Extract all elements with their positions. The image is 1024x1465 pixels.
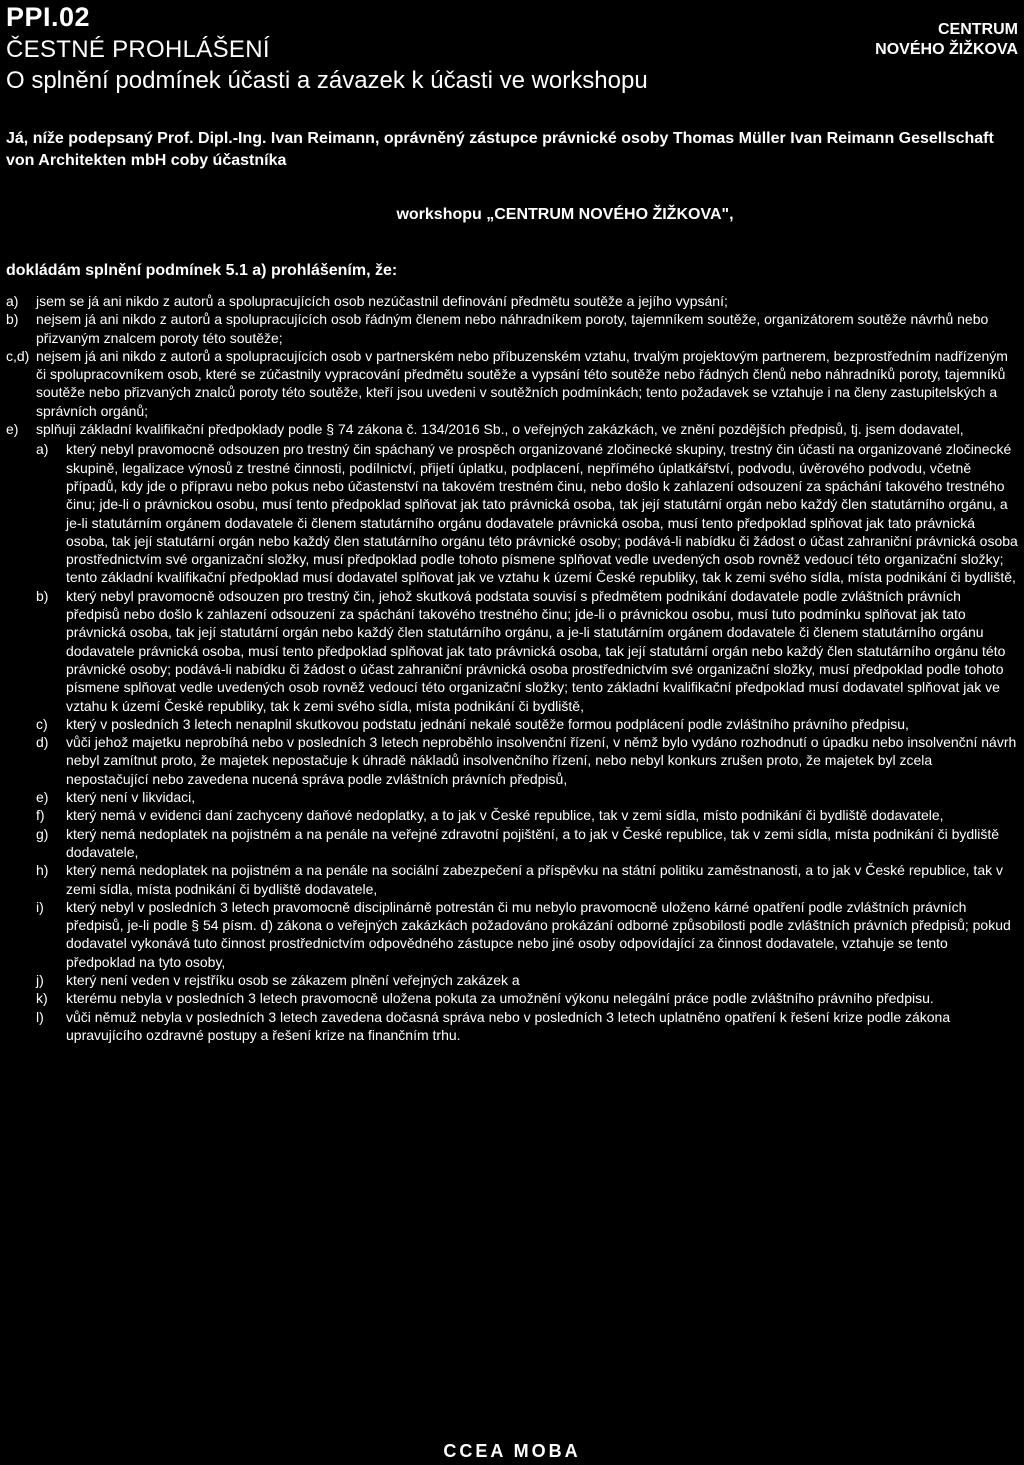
sublist-item [36,861,1018,898]
list-marker: b) [6,311,19,328]
document-title: ČESTNÉ PROHLÁŠENÍ [6,36,270,63]
sublist-item [36,1008,1018,1045]
list-text: nejsem já ani nikdo z autorů a spolupracujících osob řádným členem nebo náhradníkem poroty, tajemníkem soutěže, organizátorem soutěže návrhů nebo přizvaným znalcem poroty této soutěže; [36,311,989,346]
sublist-marker: b) [36,587,49,604]
sublist-text: který není v likvidaci, [66,789,196,806]
sublist-marker: a) [36,441,49,458]
sublist-text: vůči jehož majetku neprobíhá nebo v posledních 3 letech neproběhlo insolvenční řízení, v němž bylo vydáno rozhodnutí o úpadku nebo insolvenční návrh nebyl zamítnut proto, že majetek nepostačuje k úhradě nákladů insolvenčního řízení, nebo nebyl konkurs zrušen proto, že majetek byl zcela nepostačující nebo zavedena nucená správa podle zvláštních právních předpisů, [66,734,1017,787]
sublist-item [36,440,1018,586]
logo-line-2: NOVÉHO ŽIŽKOVA [875,41,1018,58]
document-code: PPI.02 [6,2,91,32]
sublist-text: který nemá nedoplatek na pojistném a na penále na sociální zabezpečení a příspěvku na státní politiku zaměstnanosti, a to jak v České republice, tak v zemi sídla, místa podnikání či bydliště dodavatele, [66,862,1003,897]
sublist-text: který není veden v rejstříku osob se zákazem plnění veřejných zakázek a [66,971,520,988]
sublist-item [36,587,1018,715]
sublist-text: který nemá nedoplatek na pojistném a na penále na veřejné zdravotní pojištění, a to jak v České republice, tak v zemi sídla, místa podnikání či bydliště dodavatele, [66,825,1000,860]
sublist-item [36,806,1018,824]
list-marker: e) [6,421,19,438]
sublist-item [36,971,1018,989]
list-text: splňuji základní kvalifikační předpoklady podle § 74 zákona č. 134/2016 Sb., o veřejných zakázkách, ve znění pozdějších předpisů, tj. jsem dodavatel, [36,421,964,438]
list-item [6,420,1018,438]
sublist-marker: i) [36,898,44,915]
declaration-list [6,292,1018,1044]
sublist-text: který nemá v evidenci daní zachyceny daňové nedoplatky, a to jak v České republice, tak v zemi sídla, místo podnikání či bydliště dodavatele, [66,807,944,824]
sublist-text: kterému nebyla v posledních 3 letech pravomocně uložena pokuta za umožnění výkonu nelegální práce podle zvláštního právního předpisu. [66,990,934,1007]
sublist-marker: l) [36,1008,44,1025]
list-marker: a) [6,293,19,309]
list-item [6,347,1018,420]
sublist-marker: d) [36,734,49,751]
sublist-marker: c) [36,715,48,732]
lead-statement: dokládám splnění podmínek 5.1 a) prohlášením, že: [6,262,398,279]
sublist-text: který nebyl pravomocně odsouzen pro trestný čin spáchaný ve prospěch organizované zločinecké skupiny, trestný čin účasti na organizované zločinecké skupině, legalizace výnosů z trestné činnosti, podílnictví, přijetí úplatku, podplacení, nepřímého úplatkářství, podvodu, úvěrového podvodu, včetně případů, kdy jde o přípravu nebo pokus nebo účastenství na takovém trestném činu, nebo došlo k zahlazení odsouzení za spáchání takového trestného činu; jde-li o právnickou osobu, musí tento předpoklad splňovat jak tato právnická osoba, tak její statutární orgán nebo každý člen statutárního orgánu, a je-li statutárním orgánem dodavatele či členem statutárního orgánu dodavatele právnická osoba, musí tento předpoklad splňovat jak tato právnická osoba, tak její statutární orgán nebo každý člen statutárního orgánu této právnické osoby; podává-li nabídku či žádost o účast zahraniční právnická osoba prostřednictvím své organizační složky, musí předpoklad podle tohoto písmene splňovat vedle uvedených osob rovněž vedoucí této organizační složky; tento základní kvalifikační předpoklad musí dodavatel splňovat jak ve vztahu k území České republiky, tak k zemi svého sídla, místa podnikání či bydliště, [66,441,1018,586]
sublist-item [36,825,1018,862]
sublist-item [36,898,1018,971]
sublist-marker: k) [36,990,48,1007]
sublist-marker: e) [36,789,49,806]
sublist-item [36,715,1018,733]
sublist-marker: h) [36,862,49,879]
sublist-text: který v posledních 3 letech nenaplnil skutkovou podstatu jednání nekalé soutěže formou podplácení podle zvláštního právního předpisu, [66,715,909,732]
sublist-item [36,989,1018,1007]
sublist-text: který nebyl v posledních 3 letech pravomocně disciplinárně potrestán či mu nebylo pravomocně uloženo kárné opatření podle zvláštních právních předpisů, je-li podle § 54 písm. d) zákona o veřejných zakázkách požadováno prokázání odborné způsobilosti podle zvláštních právních předpisů; pokud dodavatel vykonává tuto činnost prostřednictvím odpovědného zástupce nebo jiné osoby odpovídající za činnost dodavatele, vztahuje se tento předpoklad na tyto osoby, [66,898,1011,970]
logo-line-1: CENTRUM [938,21,1018,38]
sublist-text: vůči němuž nebyla v posledních 3 letech zavedena dočasná správa nebo v posledních 3 letech uplatněno opatření k řešení krize podle zákona upravujícího ozdravné postupy a řešení krize na finančním trhu. [66,1008,951,1043]
sublist-marker: j) [36,971,44,988]
sublist-text: který nebyl pravomocně odsouzen pro trestný čin, jehož skutková podstata souvisí s předmětem podnikání dodavatele podle zvláštních právních předpisů nebo došlo k zahlazení odsouzení za spáchání takového trestného činu; jde-li o právnickou osobu, musí tuto podmínku splňovat jak tato právnická osoba, tak její statutární orgán nebo každý člen statutárního orgánu, a je-li statutárním orgánem dodavatele či členem statutárního orgánu dodavatele právnická osoba, musí tento předpoklad splňovat jak tato právnická osoba, tak její statutární orgán nebo každý člen statutárního orgánu této právnické osoby; podává-li nabídku či žádost o účast zahraniční právnická osoba prostřednictvím své organizační složky, musí předpoklad podle tohoto písmene splňovat vedle uvedených osob rovněž vedoucí této organizační složky; tento základní kvalifikační předpoklad musí dodavatel splňovat jak ve vztahu k území České republiky, tak k zemi svého sídla, místa podnikání či bydliště, [66,587,1006,714]
sublist-marker: g) [36,825,49,842]
sublist-item [36,733,1018,788]
list-item [6,310,1018,347]
qualification-sublist [36,440,1018,1044]
list-marker: c,d) [6,347,30,364]
logo [875,20,1018,60]
document-subtitle: O splnění podmínek účasti a závazek k účasti ve workshopu [6,67,648,94]
workshop-line: workshopu „CENTRUM NOVÉHO ŽIŽKOVA", [396,206,734,223]
list-text: jsem se já ani nikdo z autorů a spolupracujících osob nezúčastnil definování předmětu soutěže a jejího vypsání; [36,293,728,309]
list-text: nejsem já ani nikdo z autorů a spolupracujících osob v partnerském nebo příbuzenském vztahu, trvalým projektovým partnerem, bezprostředním nadřízeným či spolupracovníkem osob, které se zúčastnily vypracování předmětu soutěže a vypsání této soutěže nebo řádných členů nebo náhradníků poroty, tajemníků soutěže nebo přizvaných znalců poroty této soutěže, kteří jsou uvedeni v soutěžních podmínkách; tento požadavek se vztahuje i na členy zastupitelských a správních orgánů; [36,347,1008,419]
sublist-marker: f) [36,807,45,824]
list-item [6,292,1018,310]
sublist-item [36,788,1018,806]
footer-logo: CCEA MOBA [443,1441,581,1461]
intro-paragraph: Já, níže podepsaný Prof. Dipl.-Ing. Ivan Reimann, oprávněný zástupce právnické osoby Thomas Müller Ivan Reimann Gesellschaft von Architekten mbH coby účastníka [6,130,994,169]
